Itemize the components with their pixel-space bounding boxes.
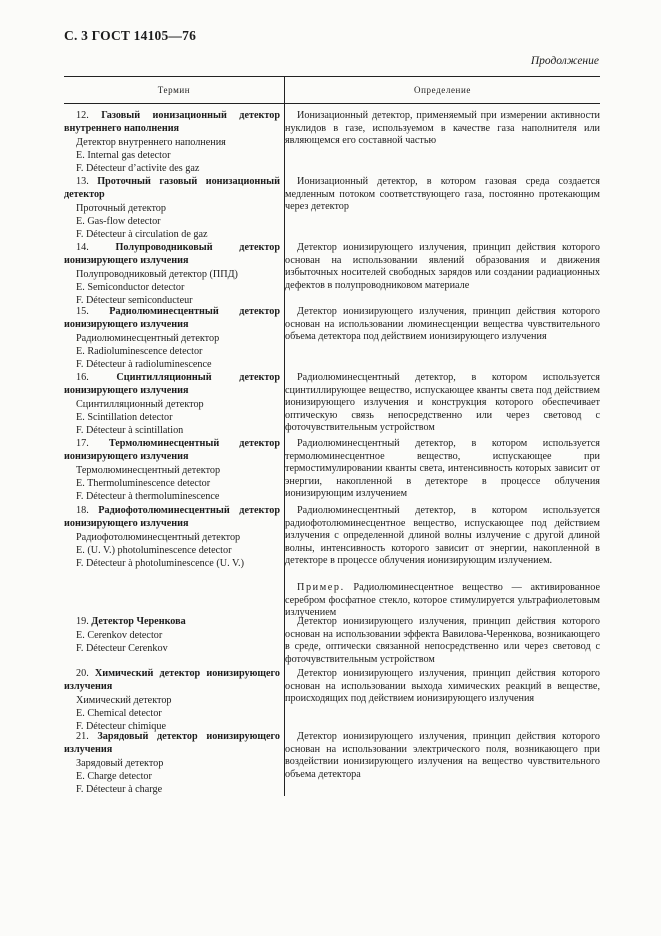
term-short: Полупроводниковый детектор (ППД)	[76, 268, 238, 280]
term-short: Химический детектор	[76, 694, 172, 706]
term-english: E. Radioluminescence detector	[76, 345, 203, 357]
term-title: 21. Зарядовый детектор ионизирующего излучения	[64, 731, 280, 755]
term-english: E. Internal gas detector	[76, 149, 171, 161]
term-short: Детектор внутреннего наполнения	[76, 136, 226, 148]
term-english: E. (U. V.) photoluminescence detector	[76, 544, 232, 556]
term-french: F. Détecteur à circulation de gaz	[76, 228, 208, 240]
term-cell	[64, 616, 280, 656]
definition-text: Детектор ионизирующего излучения, принцип действия которого основан на использовании выхода химических реакций в веществе, происходящих под действием ионизирующего излучения	[285, 668, 600, 705]
term-title: 13. Проточный газовый ионизационный детектор	[64, 176, 280, 200]
definition-text: Детектор ионизирующего излучения, принцип действия которого основан на использовании люминесценции вещества чувствительного объема детектора под действием ионизирующего излучения	[285, 306, 600, 343]
definition-text: Детектор ионизирующего излучения, принцип действия которого основан на использовании электрического поля, возникающего при воздействии ионизирующего излучения на вещество чувствительного объема детектора	[285, 731, 600, 780]
definition-cell	[285, 306, 600, 344]
definition-text: Ионизационный детектор, в котором газовая среда создается медленным потоком соответствующего газа, постоянно протекающим через детектор	[285, 176, 600, 213]
definition-text: Радиолюминесцентный детектор, в котором используется термолюминесцентное вещество, испускающее при термостимулировании кванты света, интенсивность которых зависит от энергии, накопленной в детекторе в процессе облучения ионизирующим излучением	[285, 438, 600, 500]
term-short: Термолюминесцентный детектор	[76, 464, 221, 476]
terms-table	[64, 76, 600, 796]
term-title: 17. Термолюминесцентный детектор ионизирующего излучения	[64, 438, 280, 462]
page-header: С. 3 ГОСТ 14105—76	[64, 28, 197, 43]
definition-text: Детектор ионизирующего излучения, принцип действия которого основан на использовании явлений образования и движения избыточных носителей свободных зарядов или создании радиационных дефектов в полупроводниковом материале	[285, 242, 600, 291]
definition-text: Ионизационный детектор, применяемый при измерении активности нуклидов в газе, используемом в качестве газа наполнителя или являющемся его составной частью	[285, 110, 600, 147]
term-cell	[64, 668, 280, 734]
term-short: Проточный детектор	[76, 202, 166, 214]
term-cell	[64, 438, 280, 504]
term-title: 15. Радиолюминесцентный детектор ионизирующего излучения	[64, 306, 280, 330]
term-english: E. Cerenkov detector	[76, 629, 163, 641]
term-french: F. Détecteur à thermoluminescence	[76, 490, 220, 502]
term-short: Радиолюминесцентный детектор	[76, 332, 220, 344]
definition-text: Радиолюминесцентный детектор, в котором используется сцинтиллирующее вещество, испускающее кванты света под действием ионизирующего излучения и конструкция которого обеспечивает оптическую связь непосредственно или через световод с фоточувствительным устройством	[285, 372, 600, 434]
term-english: E. Semiconductor detector	[76, 281, 185, 293]
definition-cell	[285, 372, 600, 435]
term-cell	[64, 306, 280, 372]
definition-example: Пример. Радиолюминесцентное вещество — активированное серебром фосфатное стекло, которое стимулируется ультрафиолетовым излучением	[285, 581, 600, 619]
term-english: E. Scintillation detector	[76, 411, 173, 423]
term-french: F. Détecteur chimique	[76, 720, 166, 732]
definition-text: Радиолюминесцентный детектор, в котором используется радиофотолюминесцентное вещество, испускающее под действием излучения с определенной длиной волны излучение с другой длиной волны, интенсивность которого зависит от энергии, накопленной в детекторе в процессе облучения ионизирующим излучением.	[285, 505, 600, 567]
term-title: 16. Сцинтилляционный детектор ионизирующего излучения	[64, 372, 280, 396]
continuation-label: Продолжение	[530, 55, 599, 67]
term-cell	[64, 176, 280, 242]
term-english: E. Charge detector	[76, 770, 152, 782]
term-english: E. Thermoluminescence detector	[76, 477, 211, 489]
term-title: 14. Полупроводниковый детектор ионизирующего излучения	[64, 242, 280, 266]
definition-cell	[285, 505, 600, 620]
term-french: F. Détecteur semiconducteur	[76, 294, 193, 306]
definition-cell	[285, 616, 600, 666]
term-title: 18. Радиофотолюминесцентный детектор ионизирующего излучения	[64, 505, 280, 529]
table-top-rule	[64, 76, 600, 77]
term-french: F. Détecteur à scintillation	[76, 424, 184, 436]
term-short: Сцинтилляционный детектор	[76, 398, 204, 410]
definition-text: Детектор ионизирующего излучения, принцип действия которого основан на использовании эффекта Вавилова-Черенкова, возникающего в среде, оптически связанной непосредственно или через световод с фоточувствительным устройством	[285, 616, 600, 665]
column-header-definition: Определение	[414, 85, 471, 95]
term-french: F. Détecteur Cerenkov	[76, 642, 168, 654]
definition-cell	[285, 110, 600, 148]
term-french: F. Détecteur à radioluminescence	[76, 358, 212, 370]
term-cell	[64, 372, 280, 438]
definition-cell	[285, 438, 600, 501]
definition-cell	[285, 668, 600, 706]
definition-cell	[285, 731, 600, 781]
definition-cell	[285, 176, 600, 214]
term-cell	[64, 731, 280, 797]
term-title: 12. Газовый ионизационный детектор внутреннего наполнения	[64, 110, 280, 134]
term-english: E. Chemical detector	[76, 707, 162, 719]
term-short: Зарядовый детектор	[76, 757, 164, 769]
column-header-term: Термин	[157, 85, 191, 95]
term-french: F. Détecteur à charge	[76, 783, 163, 795]
term-cell	[64, 110, 280, 176]
definition-cell	[285, 242, 600, 292]
term-cell	[64, 242, 280, 308]
term-french: F. Détecteur d’activite des gaz	[76, 162, 200, 174]
term-french: F. Détecteur à photoluminescence (U. V.)	[76, 557, 244, 569]
table-header-rule	[64, 103, 600, 104]
term-cell	[64, 505, 280, 571]
term-english: E. Gas-flow detector	[76, 215, 161, 227]
term-title: 20. Химический детектор ионизирующего излучения	[64, 668, 280, 692]
term-short: Радиофотолюминесцентный детектор	[76, 531, 241, 543]
term-title: 19. Детектор Черенкова	[76, 616, 186, 627]
